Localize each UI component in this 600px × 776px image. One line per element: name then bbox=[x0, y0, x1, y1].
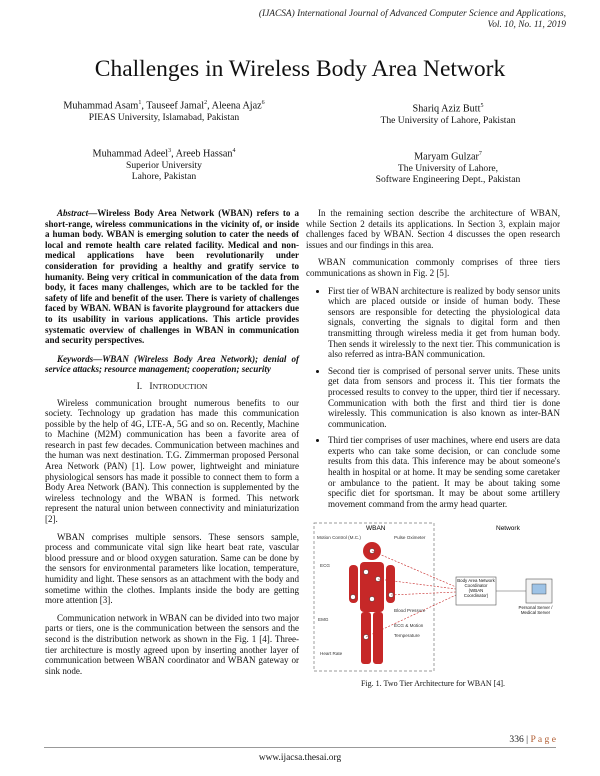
coordinator-label: Body Area Network Coordinator (WBAN Coordinator) bbox=[457, 578, 495, 599]
author-names bbox=[320, 101, 576, 115]
keywords-label: Keywords bbox=[57, 353, 94, 364]
abstract bbox=[45, 208, 299, 346]
author-affiliation: Software Engineering Dept., Pakistan bbox=[375, 174, 521, 186]
journal-header bbox=[186, 9, 566, 31]
author-separator: , bbox=[207, 100, 212, 112]
author-sup: 6 bbox=[261, 100, 265, 106]
author-name: Tauseef Jamal bbox=[146, 100, 205, 112]
sensor-label: Temperature bbox=[394, 633, 420, 639]
author-affiliation: Lahore, Pakistan bbox=[131, 171, 197, 183]
sensor-node bbox=[370, 597, 375, 602]
author-sup: 2 bbox=[204, 100, 208, 106]
author-affiliation: PIEAS University, Islamabad, Pakistan bbox=[88, 111, 240, 123]
author-block-1 bbox=[24, 98, 304, 123]
sensor-label: Pulse Oximeter bbox=[394, 535, 426, 541]
author-names bbox=[24, 146, 304, 160]
figure-right-leg bbox=[373, 612, 383, 664]
section-heading bbox=[45, 382, 299, 393]
server-label: Personal Server / Medical Server bbox=[518, 605, 553, 616]
author-name: Aleena Ajaz bbox=[211, 100, 262, 112]
sensor-link bbox=[372, 551, 456, 587]
body-paragraph: Wireless communication brought numerous benefits to our society. Technology up gradation has made this communication possible by the help of 4G, LTE-A, 5G and so on. Recently, Machine to Machine (M2M) communication has been a favorite area of research in past few decades. Communication between machines and the human was next destination. T.G. Zimmerman proposed Personal Area Network (PAN) [1]. Low power, lightweight and miniature physiological sensors has made it possible to connect them to form a Body Area Network (BAN). This connection is supplemented by the wireless technology and the WBAN is formed. This network represent the natural union between connectivity and miniaturization [2]. bbox=[45, 397, 299, 525]
author-name: Muhammad Asam bbox=[63, 100, 139, 112]
page-word: P a g e bbox=[530, 734, 556, 745]
body-paragraph: WBAN comprises multiple sensors. These sensors sample, process and communicate vital sign like heart beat rate, vascular blood pressure and or blood oxygen saturation. Same can be done by the sensors for environmental parameters like location, temperature, humidity and light. These sensors as an attachment with the body and sometime within the clothes. Implants inside the body are getting more attention [3]. bbox=[45, 531, 299, 606]
author-name: Shariq Aziz Butt bbox=[412, 103, 481, 115]
bullet-item: • First tier of WBAN architecture is realized by body sensor units which are placed outside or inside of human body. These sensors are responsible for detecting the physiological data signals, converting the signals to digital form and then transmitting through wireless media it get from human body. Then sends it wirelessly to the next tier. This communication is also referred as intra-BAN communication. bbox=[328, 286, 560, 360]
author-block-4 bbox=[320, 149, 576, 186]
abstract-text: Wireless Body Area Network (WBAN) refers to a short-range, wireless communications in the vicinity of, or inside a human body. WBAN is emerging solution to cater the needs of local and remote health care related facility. Medical and non-medical applications have been revolutionarily under consideration for providing a healthy and gratify service to humanity. Being very critical in communication of the data from body, it faces many challenges, which are to be tackled for the safety of life and benefit of the user. There is variety of challenges faced by WBAN. WBAN is favorite playground for attackers due to its usability in various applications. This article provides systematic overview of challenges in WBAN in communication and security perspectives. bbox=[45, 208, 299, 346]
left-column bbox=[45, 208, 299, 683]
keywords bbox=[45, 354, 299, 375]
author-separator: , bbox=[171, 148, 176, 160]
human-figure bbox=[349, 542, 395, 664]
footer-divider bbox=[44, 747, 556, 748]
section-title-rest: NTRODUCTION bbox=[152, 381, 208, 391]
author-affiliation: The University of Lahore, bbox=[397, 162, 499, 174]
page-number bbox=[509, 734, 556, 745]
section-title-initial: I bbox=[149, 380, 153, 392]
network-label: Network bbox=[496, 525, 520, 533]
figure-1 bbox=[306, 517, 560, 677]
page-num: 336 bbox=[509, 734, 524, 745]
journal-name: (IJACSA) International Journal of Advanced Computer Science and Applications, bbox=[258, 9, 566, 19]
sensor-link bbox=[391, 592, 456, 595]
author-names bbox=[24, 98, 304, 112]
server-label-box bbox=[511, 605, 560, 625]
abstract-dash: — bbox=[93, 353, 103, 364]
section-number: I. bbox=[136, 380, 143, 392]
author-sup: 5 bbox=[480, 103, 484, 109]
page-separator: | bbox=[523, 734, 531, 745]
keywords-text: WBAN (Wireless Body Area Network); denial of service attacks; resource management; cooperation; security bbox=[45, 353, 299, 375]
author-block-2 bbox=[24, 146, 304, 183]
author-names bbox=[320, 149, 576, 163]
author-name: Maryam Gulzar bbox=[414, 151, 479, 163]
author-affiliation: Superior University bbox=[126, 159, 202, 171]
right-column bbox=[306, 208, 560, 690]
author-sup: 1 bbox=[138, 100, 142, 106]
paper-title: Challenges in Wireless Body Area Network bbox=[94, 56, 506, 82]
author-sup: 7 bbox=[478, 151, 482, 157]
body-paragraph: Communication network in WBAN can be divided into two major parts or tiers, one is the communication between the sensors and the second is the distribution network as shown in the Fig. 1 [4]. Three-tier architecture is mostly agreed upon by inserting another layer of communication between WBAN coordinator and WBAN gateway or sink node. bbox=[45, 612, 299, 676]
sensor-node bbox=[351, 595, 356, 600]
figure-torso bbox=[360, 562, 384, 612]
sensor-label: Blood Pressure bbox=[394, 608, 426, 614]
abstract-dash: — bbox=[88, 208, 98, 218]
monitor-icon bbox=[532, 584, 546, 594]
abstract-label: Abstract bbox=[57, 208, 89, 218]
wban-label: WBAN bbox=[366, 525, 386, 533]
sensor-label: Heart Rate bbox=[320, 651, 343, 657]
author-name: Areeb Hassan bbox=[175, 148, 233, 160]
body-paragraph: In the remaining section describe the architecture of WBAN, while Section 2 details its applications. In Section 3, explain major challenges faced by WBAN. Section 4 discusses the open research issues and our findings in this area. bbox=[306, 208, 560, 250]
sensor-label: ECG & Motion bbox=[394, 623, 424, 629]
journal-volume: Vol. 10, No. 11, 2019 bbox=[487, 20, 566, 30]
figure-caption: Fig. 1. Two Tier Architecture for WBAN [4]. bbox=[360, 679, 506, 689]
coordinator-label-box bbox=[457, 578, 495, 604]
wban-diagram bbox=[306, 517, 560, 677]
sensor-node bbox=[364, 570, 369, 575]
author-sup: 4 bbox=[232, 148, 236, 154]
sensor-label: ECG bbox=[320, 563, 330, 569]
bullet-list bbox=[306, 286, 560, 510]
author-separator: , bbox=[141, 100, 147, 112]
author-name: Muhammad Adeel bbox=[92, 148, 169, 160]
sensor-label: Motion Control (M.C.) bbox=[317, 535, 361, 541]
author-block-3 bbox=[320, 101, 576, 126]
author-affiliation: The University of Lahore, Pakistan bbox=[380, 114, 516, 126]
bullet-item: • Second tier is comprised of personal server units. These units get data from sensors and process it. This tier formats the processed results to convey to the upper, third tier if necessary. Communication with both the first and third tier is done wirelessly. This communication is also known as inter-BAN communication. bbox=[328, 366, 560, 430]
bullet-item: • Third tier comprises of user machines, where end users are data experts who can take some decision, or can conclude some results from this data. This inference may be about someone's health in hospital or at home. It may be sending some caretaker or ambulance to the patient. It may be about taking some specific diet for sportsman. It may be about some artillery movement command from the army head quarter. bbox=[328, 435, 560, 509]
body-paragraph: WBAN communication commonly comprises of three tiers communications as shown in Fig. 2 [5]. bbox=[306, 257, 560, 278]
sensor-label: EMG bbox=[318, 617, 329, 623]
author-sup: 3 bbox=[168, 148, 172, 154]
journal-url[interactable]: www.ijacsa.thesai.org bbox=[258, 753, 342, 763]
